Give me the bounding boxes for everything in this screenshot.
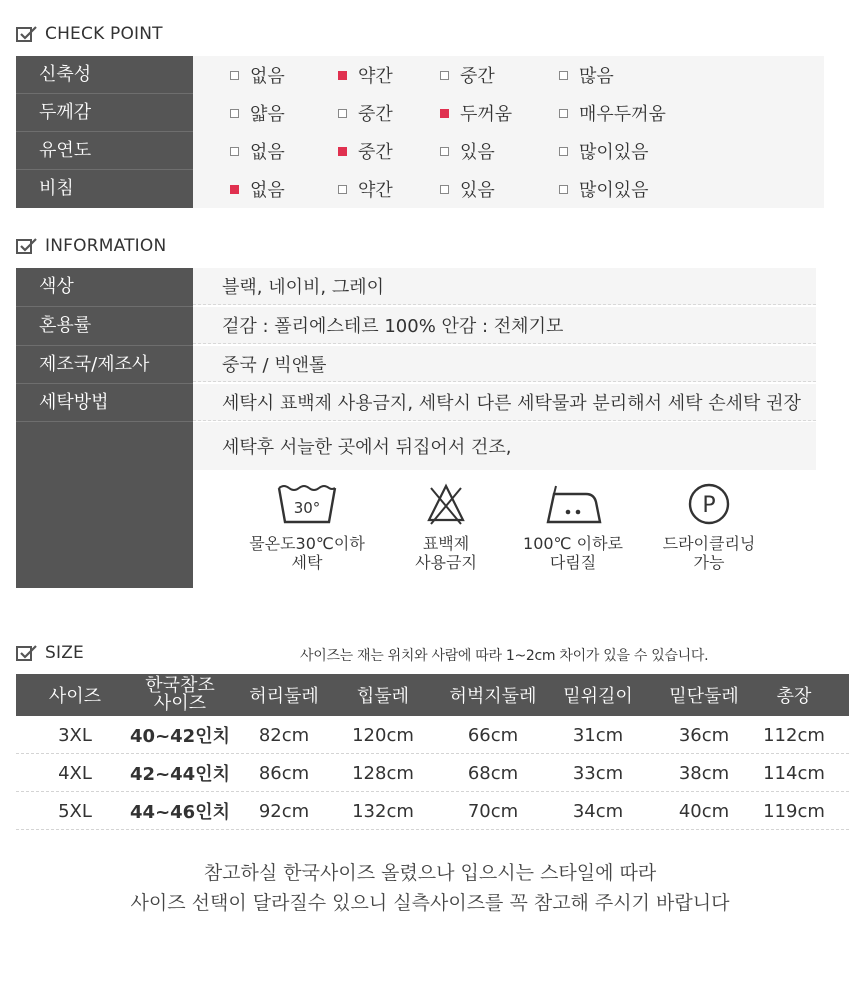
checkpoint-row-label: 신축성: [16, 56, 193, 94]
size-cell: 34cm: [572, 800, 624, 822]
info-label-care: 세탁방법: [39, 392, 109, 413]
size-cell: 31cm: [572, 724, 624, 746]
unchecked-box-icon: [230, 147, 239, 156]
checklist-icon: [16, 25, 38, 43]
unchecked-box-icon: [559, 71, 568, 80]
checkpoint-option: [440, 56, 495, 94]
unchecked-box-icon: [338, 185, 347, 194]
care-item-iron: [498, 482, 648, 572]
size-cell: 92cm: [258, 800, 310, 822]
size-cell: 86cm: [258, 762, 310, 784]
checked-box-icon: [338, 147, 347, 156]
info-value-color: 블랙, 네이비, 그레이: [193, 268, 816, 305]
size-note: 사이즈는 재는 위치와 사람에 따라 1~2cm 차이가 있을 수 있습니다.: [300, 648, 709, 664]
checkpoint-row-label: 두께감: [16, 94, 193, 132]
checkpoint-option: [338, 170, 393, 208]
care-label: 사용금지: [415, 553, 477, 572]
info-label-origin: 제조국/제조사: [39, 354, 150, 375]
checklist-icon: [16, 644, 38, 662]
footer-note-line2: 사이즈 선택이 달라질수 있으니 실측사이즈를 꼭 참고해 주시기 바랍니다: [130, 892, 730, 914]
size-header-cell: 허벅지둘레: [449, 686, 537, 707]
unchecked-box-icon: [338, 109, 347, 118]
checkpoint-option-label: 없음: [250, 142, 285, 163]
no-bleach-icon: [415, 482, 477, 526]
size-row: [16, 754, 849, 792]
info-value-material: 겉감 : 폴리에스테르 100% 안감 : 전체기모: [193, 307, 816, 344]
checkpoint-option-label: 많이있음: [579, 142, 649, 163]
size-cell: 5XL: [58, 800, 92, 822]
size-heading: [16, 640, 84, 666]
size-cell: 119cm: [763, 800, 825, 822]
unchecked-box-icon: [559, 109, 568, 118]
checkpoint-heading: [16, 21, 163, 47]
checkpoint-option: [230, 94, 285, 132]
checkpoint-option-label: 있음: [460, 180, 495, 201]
wash-temperature-badge: 30°: [293, 499, 321, 517]
footer-note-line1: 참고하실 한국사이즈 올렸으나 입으시는 스타일에 따라: [203, 862, 657, 884]
unchecked-box-icon: [559, 147, 568, 156]
size-cell: 40~42인치: [130, 726, 230, 747]
size-header-cell: 한국참조 사이즈: [145, 675, 215, 714]
size-cell: 42~44인치: [130, 764, 230, 785]
info-label-material: 혼용률: [39, 315, 92, 336]
checkpoint-title: CHECK POINT: [45, 24, 163, 44]
checkpoint-option: [440, 170, 495, 208]
size-cell: 40cm: [678, 800, 730, 822]
checkpoint-row: [16, 94, 824, 132]
checkpoint-option: [338, 132, 393, 170]
checkpoint-row-options: [193, 132, 824, 171]
size-cell: 70cm: [467, 800, 519, 822]
information-heading: [16, 233, 166, 259]
care-label: 물온도30℃이하: [249, 534, 365, 553]
checkpoint-option: [559, 56, 614, 94]
checkpoint-option: [440, 132, 495, 170]
size-cell: 4XL: [58, 762, 92, 784]
size-header-cell: 밑위길이: [563, 686, 633, 707]
checkpoint-option-label: 중간: [358, 104, 393, 125]
checkpoint-row: [16, 132, 824, 170]
dry-clean-icon: [678, 482, 740, 526]
wash-30-icon: [276, 482, 338, 526]
info-label-color: 색상: [39, 276, 74, 297]
iron-icon: [542, 482, 604, 526]
care-label: 세탁: [291, 553, 323, 572]
checkpoint-option-label: 많음: [579, 66, 614, 87]
divider: [16, 421, 193, 422]
size-cell: 36cm: [678, 724, 730, 746]
care-item-dryclean: [634, 482, 784, 572]
size-cell: 68cm: [467, 762, 519, 784]
checkpoint-option: [559, 170, 649, 208]
size-cell: 66cm: [467, 724, 519, 746]
info-value-care-extra: 세탁후 서늘한 곳에서 뒤집어서 건조,: [193, 422, 816, 470]
checkpoint-row-options: [193, 56, 824, 95]
checkpoint-option: [559, 94, 666, 132]
checkpoint-row-label: 비침: [16, 170, 193, 208]
checkpoint-option: [230, 170, 285, 208]
checked-box-icon: [230, 185, 239, 194]
info-value-origin: 중국 / 빅앤톨: [193, 346, 816, 382]
checkpoint-row: [16, 56, 824, 94]
checkpoint-option: [230, 56, 285, 94]
size-row: [16, 792, 849, 830]
checkpoint-table: [16, 56, 824, 208]
care-label: 가능: [693, 553, 725, 572]
size-header-cell: 사이즈: [48, 686, 102, 707]
checkpoint-option-label: 얇음: [250, 104, 285, 125]
info-value-care: 세탁시 표백제 사용금지, 세탁시 다른 세탁물과 분리해서 세탁 손세탁 권장: [193, 384, 816, 421]
size-cell: 132cm: [352, 800, 414, 822]
checkpoint-option-label: 매우두꺼움: [579, 104, 666, 125]
unchecked-box-icon: [230, 71, 239, 80]
checked-box-icon: [440, 109, 449, 118]
size-cell: 82cm: [258, 724, 310, 746]
checked-box-icon: [338, 71, 347, 80]
size-title: SIZE: [45, 643, 84, 663]
size-cell: 128cm: [352, 762, 414, 784]
size-header-cell: 허리둘레: [249, 686, 319, 707]
care-item-wash: [232, 482, 382, 572]
checkpoint-option-label: 없음: [250, 66, 285, 87]
checkpoint-option: [230, 132, 285, 170]
checkpoint-option-label: 많이있음: [579, 180, 649, 201]
size-header-cell: 총장: [776, 686, 812, 707]
checkpoint-row: [16, 170, 824, 208]
checkpoint-option: [559, 132, 649, 170]
unchecked-box-icon: [559, 185, 568, 194]
checkpoint-option: [338, 94, 393, 132]
care-label: 100℃ 이하로: [523, 534, 623, 553]
checkpoint-option-label: 중간: [460, 66, 495, 87]
checkpoint-option-label: 중간: [358, 142, 393, 163]
care-label: 드라이클리닝: [662, 534, 756, 553]
size-cell: 114cm: [763, 762, 825, 784]
checkpoint-option-label: 약간: [358, 180, 393, 201]
size-cell: 120cm: [352, 724, 414, 746]
size-row: [16, 716, 849, 754]
checkpoint-option-label: 없음: [250, 180, 285, 201]
size-cell: 3XL: [58, 724, 92, 746]
unchecked-box-icon: [230, 109, 239, 118]
size-header-cell: 힙둘레: [356, 686, 410, 707]
checkpoint-option: [440, 94, 512, 132]
unchecked-box-icon: [440, 147, 449, 156]
checkpoint-row-options: [193, 94, 824, 133]
checkpoint-row-label: 유연도: [16, 132, 193, 170]
checkpoint-option-label: 있음: [460, 142, 495, 163]
checkpoint-option-label: 두꺼움: [460, 104, 513, 125]
size-cell: 44~46인치: [130, 802, 230, 823]
unchecked-box-icon: [440, 185, 449, 194]
checkpoint-row-options: [193, 170, 824, 208]
care-label: 다림질: [549, 553, 597, 572]
care-label: 표백제: [422, 534, 470, 553]
dry-clean-badge: P: [702, 493, 716, 518]
checkpoint-option: [338, 56, 393, 94]
size-table-header: [16, 674, 849, 716]
size-header-cell: 밑단둘레: [669, 686, 739, 707]
checklist-icon: [16, 237, 38, 255]
information-title: INFORMATION: [45, 236, 167, 256]
size-cell: 38cm: [678, 762, 730, 784]
checkpoint-option-label: 약간: [358, 66, 393, 87]
size-cell: 33cm: [572, 762, 624, 784]
size-cell: 112cm: [763, 724, 825, 746]
unchecked-box-icon: [440, 71, 449, 80]
